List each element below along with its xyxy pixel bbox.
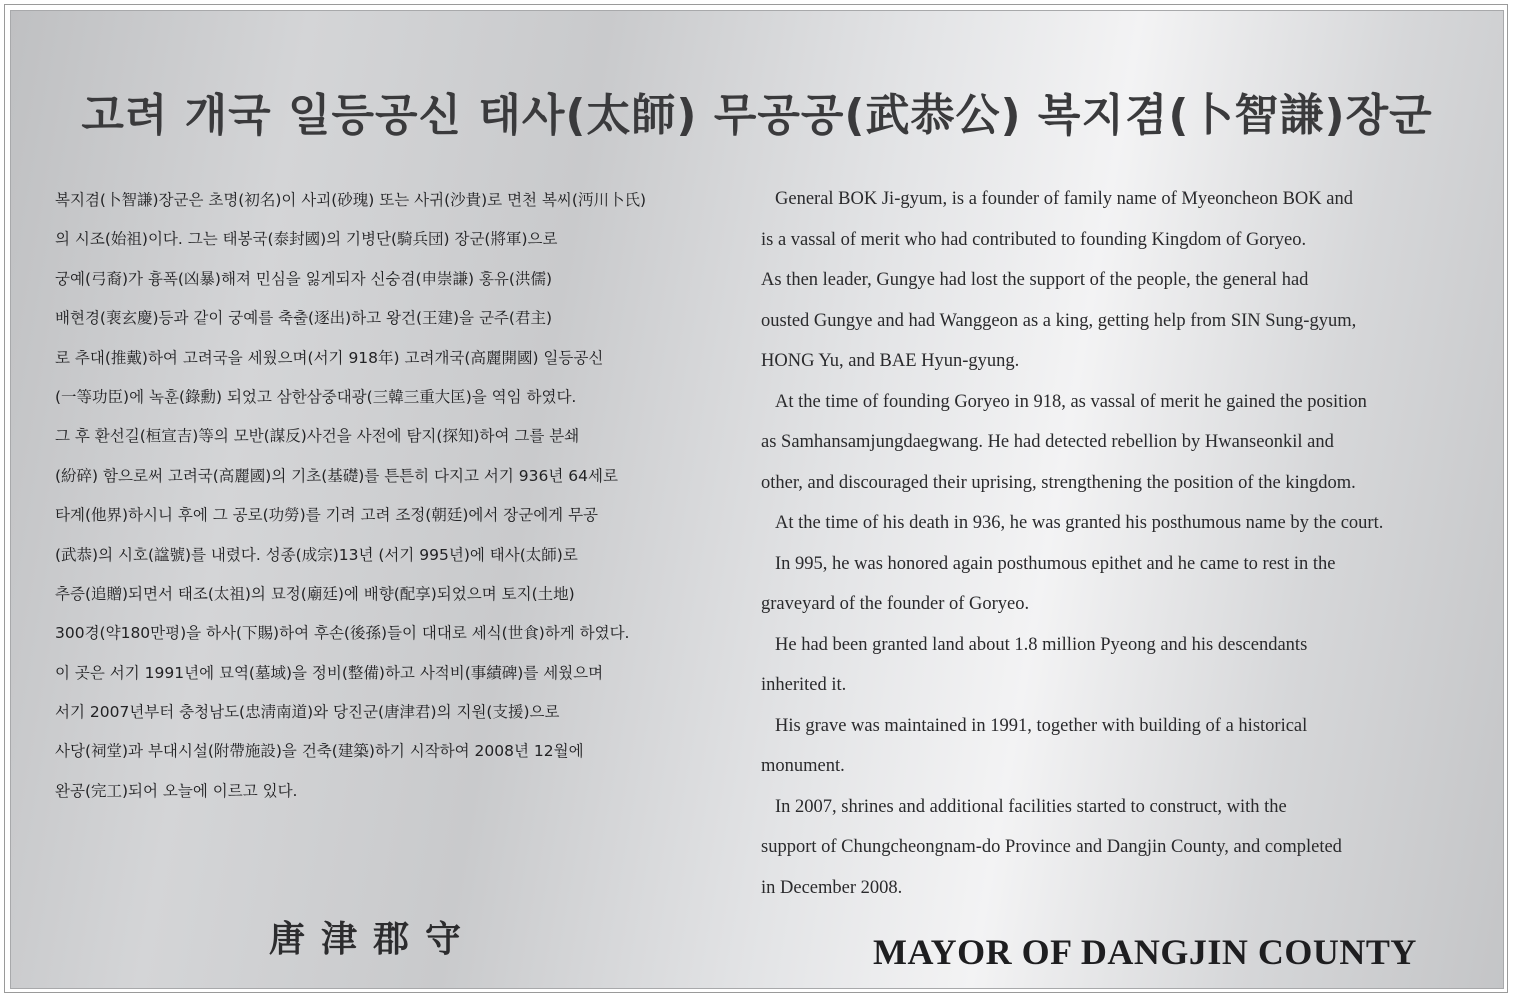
korean-line: 추증(追贈)되면서 태조(太祖)의 묘정(廟廷)에 배향(配享)되었으며 토지(土地) (55, 584, 575, 603)
english-line: In 995, he was honored again posthumous epithet and he came to rest in the (775, 553, 1336, 574)
english-line: inherited it. (761, 675, 847, 695)
plaque-title: 고려 개국 일등공신 태사(太師) 무공공(武恭公) 복지겸(卜智謙)장군 (81, 90, 1433, 141)
english-line: General BOK Ji-gyum, is a founder of family name of Myeoncheon BOK and (775, 189, 1353, 209)
korean-line: 완공(完工)되어 오늘에 이르고 있다. (55, 781, 298, 800)
korean-line: (紛碎) 함으로써 고려국(高麗國)의 기초(基礎)를 튼튼히 다지고 서기 936년 64세로 (55, 466, 618, 485)
korean-line: 복지겸(卜智謙)장군은 초명(初名)이 사괴(砂瑰) 또는 사귀(沙貴)로 면천 복씨(沔川卜氏) (55, 191, 646, 209)
korean-line: (武恭)의 시호(諡號)를 내렸다. 성종(成宗)13년 (서기 995년)에 태사(太師)로 (55, 545, 578, 564)
korean-line: 그 후 환선길(桓宣吉)等의 모반(謀反)사건을 사전에 탐지(探知)하여 그를 분쇄 (55, 427, 580, 446)
english-line: ousted Gungye and had Wanggeon as a king, getting help from SIN Sung-gyum, (761, 310, 1357, 331)
korean-line: (一等功臣)에 녹훈(錄勳) 되었고 삼한삼중대광(三韓三重大匡)을 역임 하였다. (55, 387, 577, 406)
korean-line: 사당(祠堂)과 부대시설(附帶施設)을 건축(建築)하기 시작하여 2008년 12월에 (55, 742, 584, 761)
english-line: support of Chungcheongnam-do Province and Dangjin County, and completed (761, 837, 1342, 857)
english-line: is a vassal of merit who had contributed to founding Kingdom of Goryeo. (761, 229, 1307, 250)
english-line: monument. (761, 756, 845, 776)
korean-line: 이 곳은 서기 1991년에 묘역(墓域)을 정비(整備)하고 사적비(事績碑)를 세웠으며 (55, 663, 604, 682)
english-line: His grave was maintained in 1991, together with building of a historical (775, 715, 1308, 736)
english-line: As then leader, Gungye had lost the support of the people, the general had (761, 270, 1309, 290)
memorial-plaque (10, 10, 1504, 989)
signature-english: MAYOR OF DANGJIN COUNTY (873, 932, 1417, 972)
korean-line: 로 추대(推戴)하여 고려국을 세웠으며(서기 918年) 고려개국(高麗開國) 일등공신 (55, 348, 604, 367)
english-line: as Samhansamjungdaegwang. He had detected rebellion by Hwanseonkil and (761, 432, 1334, 452)
korean-text-column (55, 181, 725, 811)
korean-line: 배현경(裵玄慶)등과 같이 궁예를 축출(逐出)하고 왕건(王建)을 군주(君主) (55, 309, 553, 328)
signature-korean: 唐津郡守 (269, 918, 478, 960)
english-line: In 2007, shrines and additional facilities started to construct, with the (775, 796, 1287, 817)
english-text-column (761, 179, 1491, 908)
korean-line: 서기 2007년부터 충청남도(忠淸南道)와 당진군(唐津君)의 지원(支援)으로 (55, 703, 560, 722)
english-line: graveyard of the founder of Goryeo. (761, 594, 1030, 614)
korean-line: 타계(他界)하시니 후에 그 공로(功勞)를 기려 고려 조정(朝廷)에서 장군에게 무공 (55, 506, 599, 525)
english-line: He had been granted land about 1.8 million Pyeong and his descendants (775, 634, 1308, 655)
english-line: At the time of founding Goryeo in 918, as vassal of merit he gained the position (775, 391, 1367, 412)
english-line: other, and discouraged their uprising, strengthening the position of the kingdom. (761, 472, 1356, 493)
korean-line: 궁예(弓裔)가 흉폭(凶暴)해져 민심을 잃게되자 신숭겸(申崇謙) 홍유(洪儒) (55, 269, 553, 288)
english-line: in December 2008. (761, 877, 903, 898)
korean-line: 300경(약180만평)을 하사(下賜)하여 후손(後孫)들이 대대로 세식(世食)하게 하였다. (55, 624, 630, 643)
korean-line: 의 시조(始祖)이다. 그는 태봉국(泰封國)의 기병단(騎兵団) 장군(將軍)으로 (55, 230, 558, 249)
english-line: HONG Yu, and BAE Hyun-gyung. (761, 351, 1020, 371)
english-line: At the time of his death in 936, he was granted his posthumous name by the court. (775, 513, 1384, 533)
